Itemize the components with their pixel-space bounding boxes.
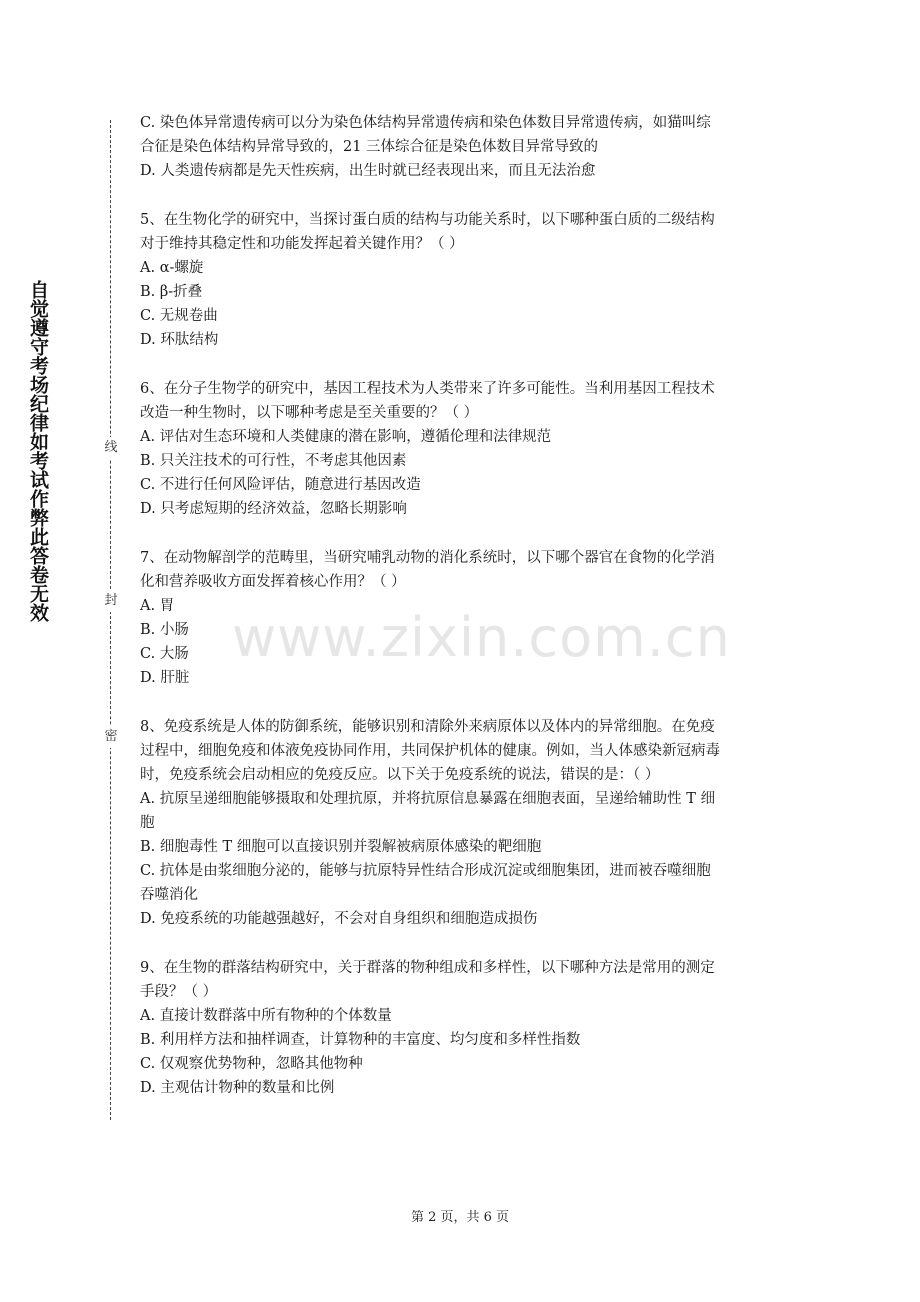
option-d: D. 环肽结构	[140, 332, 219, 348]
question-stem-line: 化和营养吸收方面发挥着核心作用？（ ）	[140, 574, 406, 590]
option-a: A. 胃	[140, 598, 175, 614]
question-5	[140, 208, 790, 352]
option-line: 合征是染色体结构异常导致的，21 三体综合征是染色体数目异常导致的	[140, 139, 599, 155]
question-stem-line: 改造一种生物时，以下哪种考虑是至关重要的？（ ）	[140, 405, 479, 421]
option-b: B. 只关注技术的可行性，不考虑其他因素	[140, 453, 407, 469]
option-a: A. 直接计数群落中所有物种的个体数量	[140, 1008, 392, 1024]
question-8	[140, 715, 790, 931]
seal-mark-seal: 封	[101, 590, 121, 612]
option-c: C. 大肠	[140, 646, 189, 662]
question-stem-line: 7、在动物解剖学的范畴里，当研究哺乳动物的消化系统时，以下哪个器官在食物的化学消	[140, 550, 715, 566]
question-6	[140, 377, 790, 521]
question-9	[140, 956, 790, 1100]
option-c: C. 抗体是由浆细胞分泌的，能够与抗原特异性结合形成沉淀或细胞集团，进而被吞噬细胞	[140, 863, 711, 879]
watermark: www.zixin.com.cn	[232, 606, 731, 669]
question-stem-line: 6、在分子生物学的研究中，基因工程技术为人类带来了许多可能性。当利用基因工程技术	[140, 381, 715, 397]
question-4-continued	[140, 111, 790, 183]
question-stem-line: 过程中，细胞免疫和体液免疫协同作用，共同保护机体的健康。例如，当人体感染新冠病毒	[140, 743, 720, 759]
option-b: B. 细胞毒性 T 细胞可以直接识别并裂解被病原体感染的靶细胞	[140, 839, 542, 855]
exam-discipline-notice: 自觉遵守考场纪律如考试作弊此答卷无效	[27, 280, 49, 622]
seal-mark-line: 线	[101, 437, 121, 459]
option-b: B. β-折叠	[140, 284, 203, 300]
option-b: B. 小肠	[140, 622, 189, 638]
option-c: C. 无规卷曲	[140, 308, 218, 324]
binding-seal-line	[110, 120, 111, 1120]
question-stem-line: 对于维持其稳定性和功能发挥起着关键作用？（ ）	[140, 236, 464, 252]
option-line: C. 染色体异常遗传病可以分为染色体结构异常遗传病和染色体数目异常遗传病，如猫叫综	[140, 115, 711, 131]
option-c: C. 仅观察优势物种，忽略其他物种	[140, 1056, 363, 1072]
option-a: A. 评估对生态环境和人类健康的潜在影响，遵循伦理和法律规范	[140, 429, 552, 445]
option-a-continued: 胞	[140, 815, 155, 831]
option-c-continued: 吞噬消化	[140, 887, 198, 903]
option-line: D. 人类遗传病都是先天性疾病，出生时就已经表现出来，而且无法治愈	[140, 163, 596, 179]
page-number-footer: 第 2 页，共 6 页	[410, 1210, 510, 1225]
question-stem-line: 9、在生物的群落结构研究中，关于群落的物种组成和多样性，以下哪种方法是常用的测定	[140, 960, 715, 976]
option-a: A. α-螺旋	[140, 260, 204, 276]
question-stem-line: 手段？（ ）	[140, 984, 218, 1000]
seal-mark-secret: 密	[101, 726, 121, 748]
option-a: A. 抗原呈递细胞能够摄取和处理抗原，并将抗原信息暴露在细胞表面，呈递给辅助性 T 细	[140, 791, 716, 807]
option-d: D. 主观估计物种的数量和比例	[140, 1080, 335, 1096]
option-b: B. 利用样方法和抽样调查，计算物种的丰富度、均匀度和多样性指数	[140, 1032, 581, 1048]
option-d: D. 只考虑短期的经济效益，忽略长期影响	[140, 501, 407, 517]
question-stem-line: 5、在生物化学的研究中，当探讨蛋白质的结构与功能关系时，以下哪种蛋白质的二级结构	[140, 212, 715, 228]
option-d: D. 肝脏	[140, 670, 190, 686]
question-stem-line: 时，免疫系统会启动相应的免疫反应。以下关于免疫系统的说法，错误的是：（ ）	[140, 767, 660, 783]
option-c: C. 不进行任何风险评估，随意进行基因改造	[140, 477, 421, 493]
question-stem-line: 8、免疫系统是人体的防御系统，能够识别和清除外来病原体以及体内的异常细胞。在免疫	[140, 719, 715, 735]
option-d: D. 免疫系统的功能越强越好，不会对自身组织和细胞造成损伤	[140, 911, 538, 927]
